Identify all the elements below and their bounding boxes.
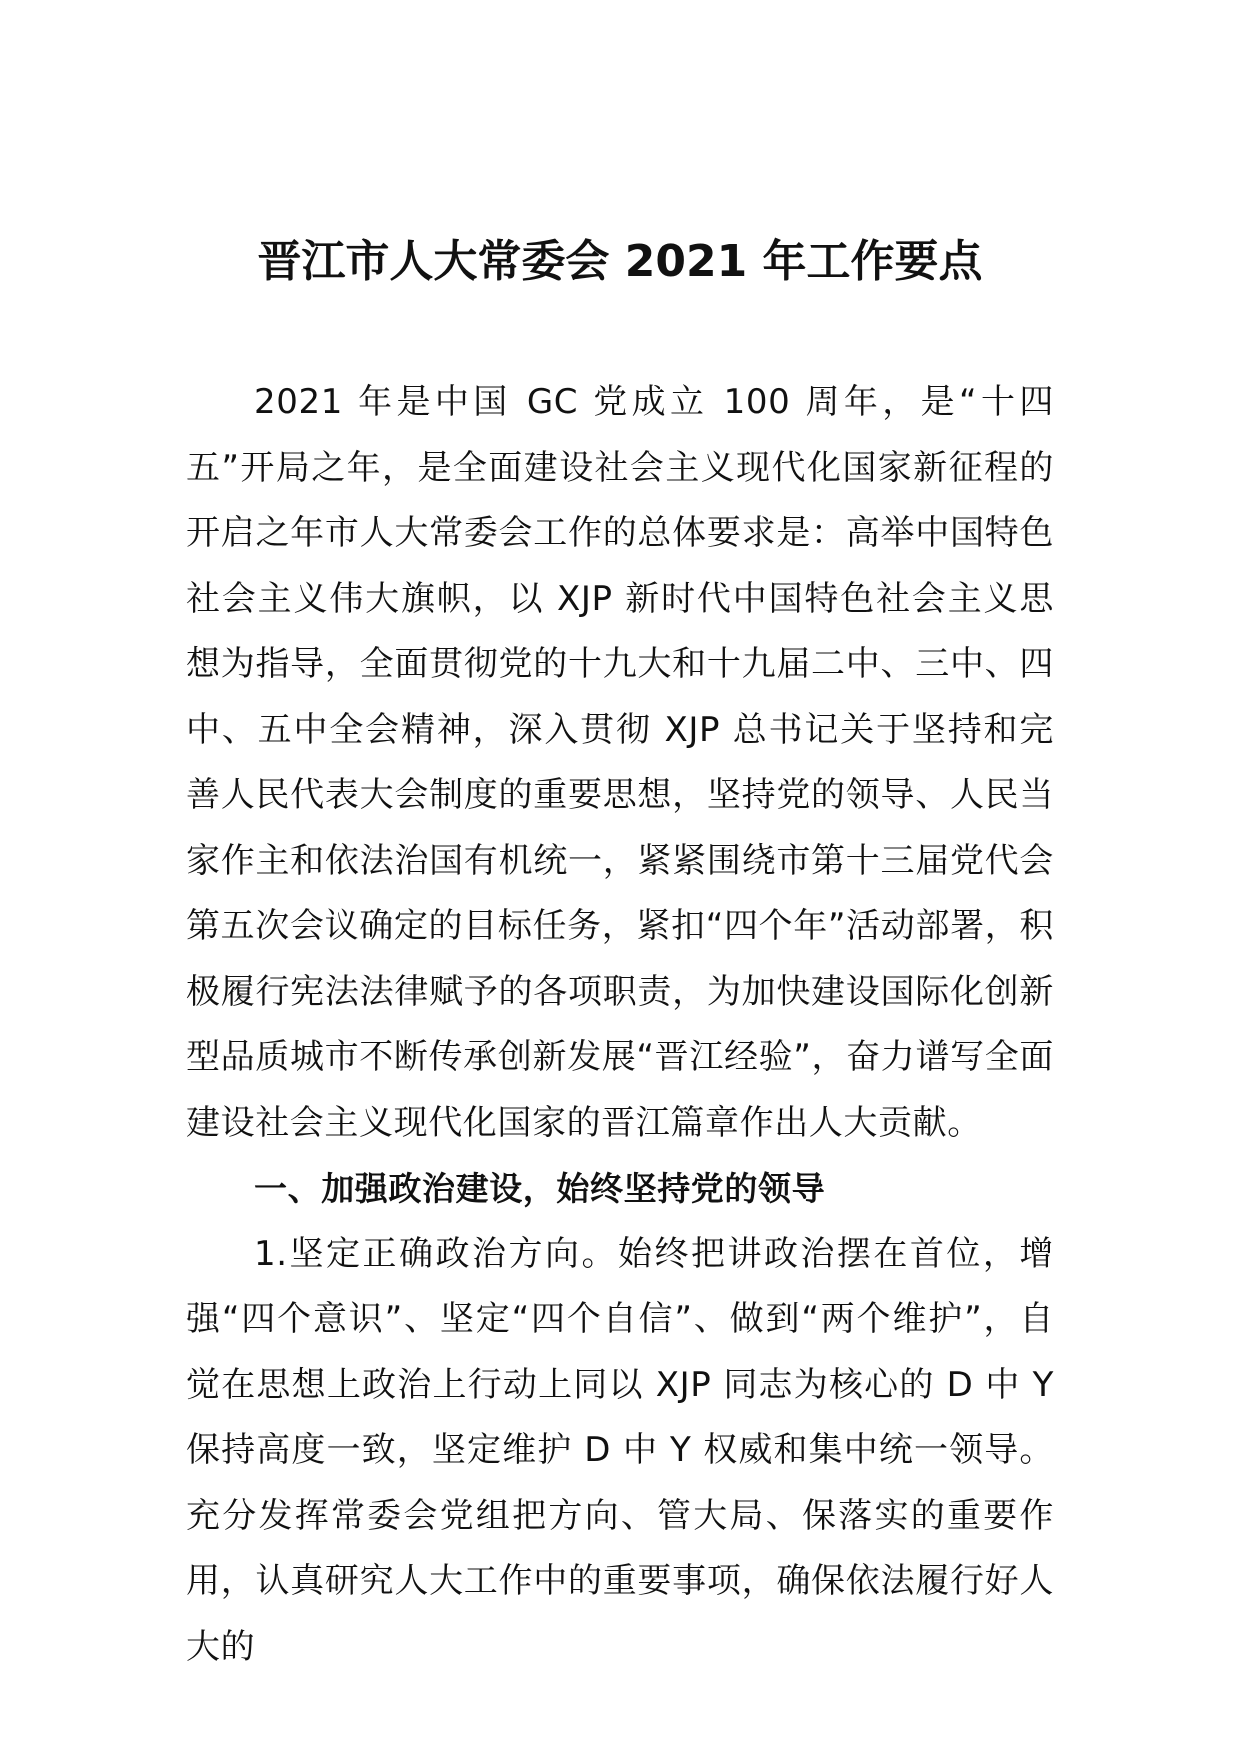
document-title: 晋江市人大常委会 2021 年工作要点 [257,236,983,287]
intro-paragraph: 2021 年是中国 GC 党成立 100 周年，是“十四五”开局之年，是全面建设社会主义现代化国家新征程的开启之年市人大常委会工作的总体要求是：高举中国特色社会主义伟大旗帜，以 XJP 新时代中国特色社会主义思想为指导，全面贯彻党的十九大和十九届二中、三中、四中、五中全会精神，深入贯彻 XJP 总书记关于坚持和完善人民代表大会制度的重要思想，坚持党的领导、人民当家作主和依法治国有机统一，紧紧围绕市第十三届党代会第五次会议确定的目标任务，紧扣“四个年”活动部署，积极履行宪法法律赋予的各项职责，为加快建设国际化创新型品质城市不断传承创新发展“晋江经验”，奋力谱写全面建设社会主义现代化国家的晋江篇章作出人大贡献。 [186,382,1054,1143]
section-heading: 一、加强政治建设，始终坚持党的领导 [254,1169,826,1208]
section-paragraph: 1.坚定正确政治方向。始终把讲政治摆在首位，增强“四个意识”、坚定“四个自信”、做到“两个维护”，自觉在思想上政治上行动上同以 XJP 同志为核心的 D 中 Y 保持高度一致，坚定维护 D 中 Y 权威和集中统一领导。充分发挥常委会党组把方向、管大局、保落实的重要作用，认真研究人大工作中的重要事项，确保依法履行好人大的 [186,1233,1054,1667]
document-body [186,370,1054,1680]
